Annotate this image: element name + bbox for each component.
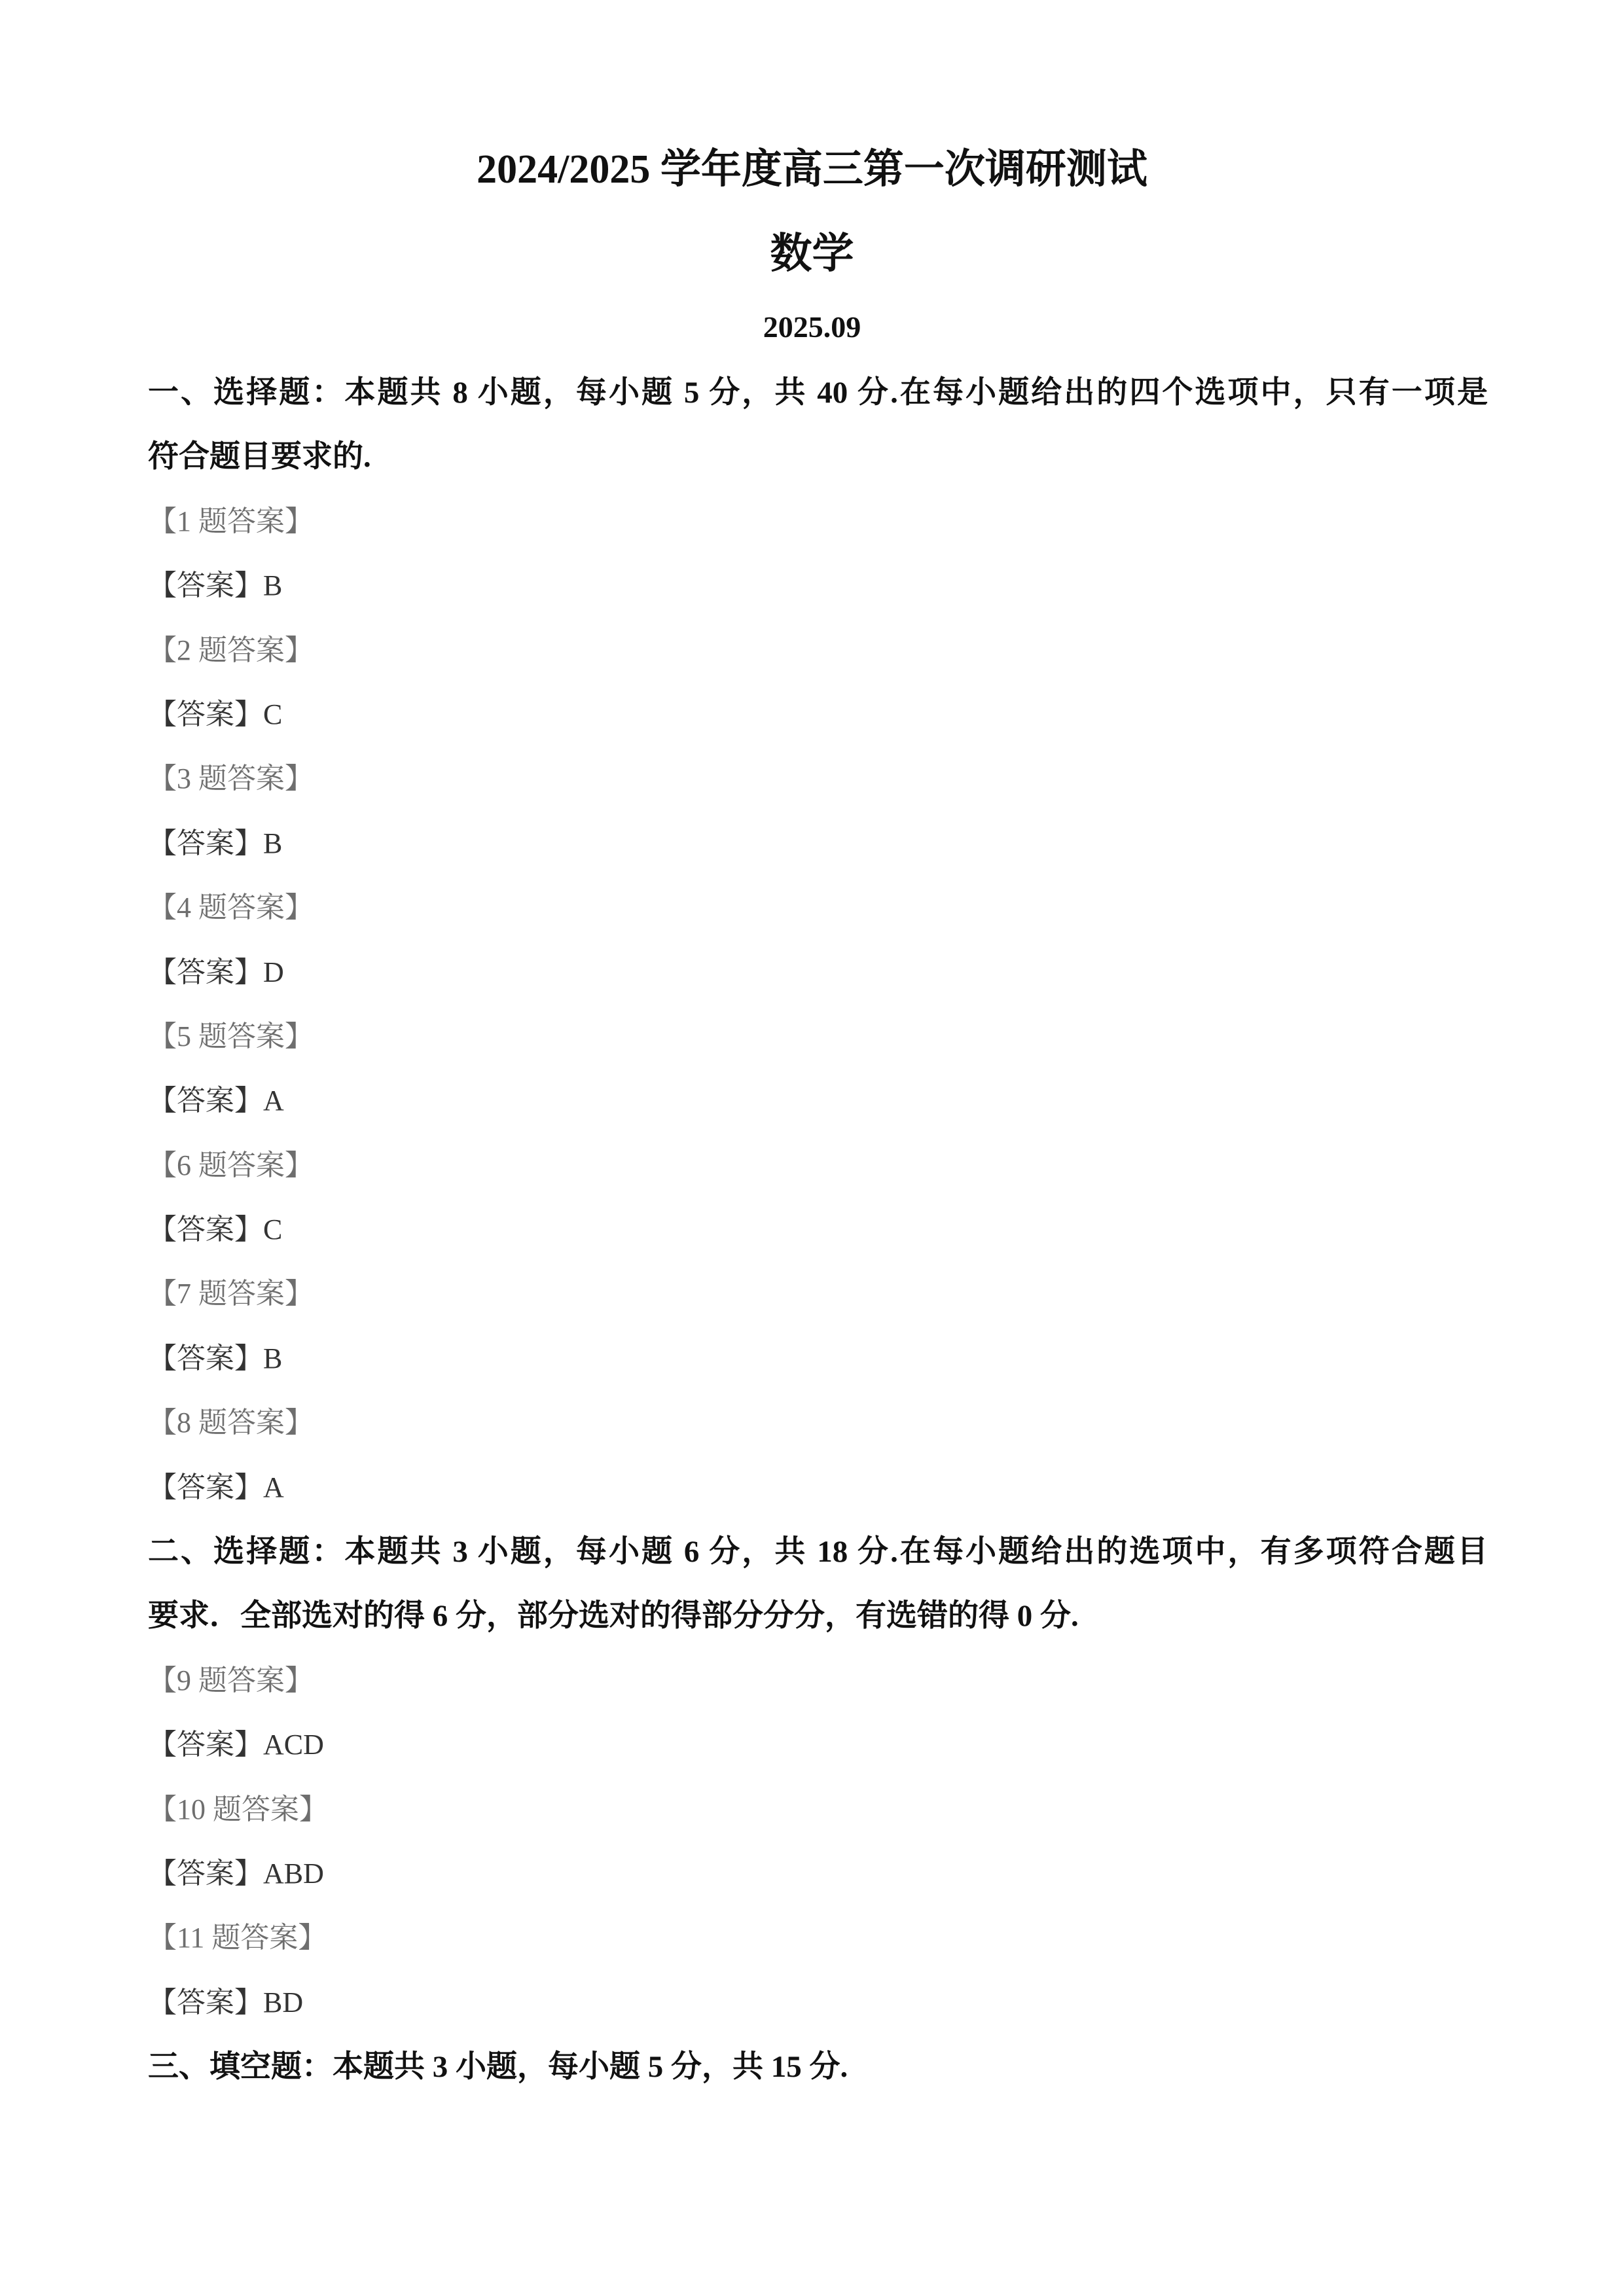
question-10-label: 【10 题答案】 [148, 1793, 328, 1825]
question-4-label: 【4 题答案】 [148, 891, 314, 924]
section-2-heading-line-1: 二、选择题：本题共 3 小题，每小题 6 分，共 18 分.在每小题给出的选项中，有多项符合题目 [148, 1535, 1488, 1570]
question-9-label: 【9 题答案】 [148, 1664, 314, 1696]
question-2-answer: 【答案】C [148, 698, 283, 730]
question-6-answer: 【答案】C [148, 1213, 283, 1246]
question-9-answer: 【答案】ACD [148, 1729, 324, 1761]
exam-title: 2024/2025 学年度高三第一次调研测试 [477, 147, 1147, 192]
question-7-label: 【7 题答案】 [148, 1278, 314, 1310]
subject-title: 数学 [770, 230, 854, 277]
section-1-heading-line-1: 一、选择题：本题共 8 小题，每小题 5 分，共 40 分.在每小题给出的四个选项中，只有一项是 [148, 376, 1488, 410]
question-11-answer: 【答案】BD [148, 1986, 304, 2018]
question-1-label: 【1 题答案】 [148, 505, 314, 537]
answer-content [148, 361, 1488, 2100]
question-5-answer: 【答案】A [148, 1085, 284, 1117]
question-11-label: 【11 题答案】 [148, 1922, 327, 1954]
question-3-label: 【3 题答案】 [148, 762, 314, 795]
section-3-heading-line-1: 三、填空题：本题共 3 小题，每小题 5 分，共 15 分. [148, 2050, 848, 2085]
question-4-answer: 【答案】D [148, 956, 284, 988]
question-7-answer: 【答案】B [148, 1342, 283, 1374]
question-8-label: 【8 题答案】 [148, 1407, 314, 1439]
question-6-label: 【6 题答案】 [148, 1149, 314, 1181]
question-8-answer: 【答案】A [148, 1471, 284, 1503]
question-5-label: 【5 题答案】 [148, 1020, 314, 1052]
section-1-heading-line-2: 符合题目要求的. [148, 440, 371, 475]
exam-date: 2025.09 [763, 310, 861, 344]
section-2-heading-line-2: 要求．全部选对的得 6 分，部分选对的得部分分分，有选错的得 0 分. [148, 1599, 1079, 1634]
question-2-label: 【2 题答案】 [148, 634, 314, 666]
question-10-answer: 【答案】ABD [148, 1857, 324, 1890]
question-3-answer: 【答案】B [148, 827, 283, 859]
question-1-answer: 【答案】B [148, 569, 283, 602]
